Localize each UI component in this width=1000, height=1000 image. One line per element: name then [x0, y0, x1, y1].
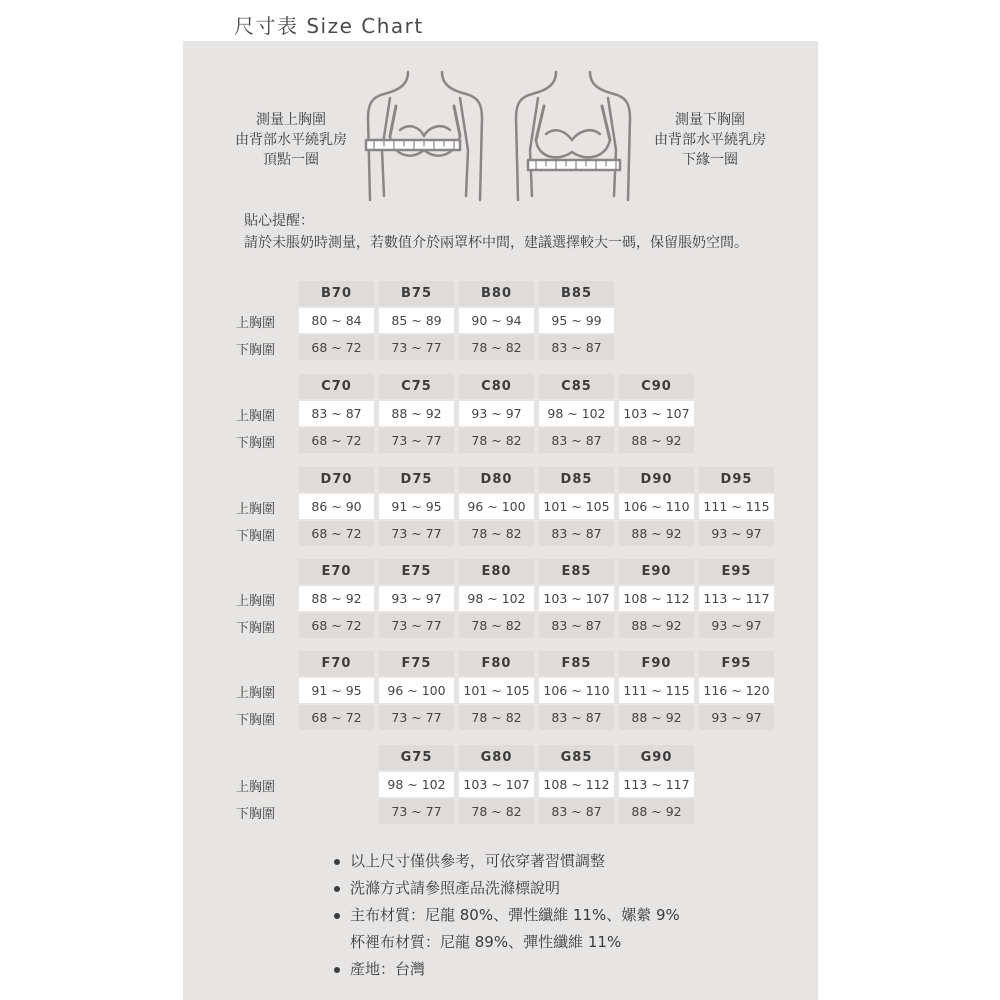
upper-bust-value: 96 ~ 100: [379, 678, 454, 703]
row-label-under-bust: 下胸圍: [236, 529, 276, 544]
upper-bust-value: 103 ~ 107: [619, 401, 694, 426]
size-header: C85: [539, 374, 614, 399]
size-header: E90: [619, 559, 694, 584]
upper-bust-value: 98 ~ 102: [379, 772, 454, 797]
upper-bust-value: 91 ~ 95: [379, 494, 454, 519]
note-item: 產地：台灣: [334, 956, 680, 983]
upper-bust-value: 90 ~ 94: [459, 308, 534, 333]
row-label-under-bust: 下胸圍: [236, 713, 276, 728]
upper-bust-value: 103 ~ 107: [459, 772, 534, 797]
size-header: D90: [619, 467, 694, 492]
upper-bust-value: 111 ~ 115: [699, 494, 774, 519]
size-header: B85: [539, 281, 614, 306]
row-label-under-bust: 下胸圍: [236, 343, 276, 358]
row-label-under-bust: 下胸圍: [236, 807, 276, 822]
size-header: D70: [299, 467, 374, 492]
under-bust-value: 83 ~ 87: [539, 705, 614, 730]
page-title: 尺寸表 Size Chart: [234, 14, 424, 38]
note-item: 主布材質：尼龍 80%、彈性纖維 11%、嫘縈 9%: [334, 902, 680, 929]
row-label-under-bust: 下胸圍: [236, 621, 276, 636]
under-bust-value: 83 ~ 87: [539, 335, 614, 360]
under-bust-value: 83 ~ 87: [539, 521, 614, 546]
upper-bust-value: 93 ~ 97: [459, 401, 534, 426]
note-item: 洗滌方式請參照產品洗滌標說明: [334, 875, 680, 902]
upper-bust-value: 113 ~ 117: [619, 772, 694, 797]
upper-bust-value: 96 ~ 100: [459, 494, 534, 519]
under-bust-value: 78 ~ 82: [459, 799, 534, 824]
under-bust-value: 68 ~ 72: [299, 613, 374, 638]
under-bust-value: 88 ~ 92: [619, 705, 694, 730]
bust-measure-figure-icon: [366, 72, 482, 200]
size-header: B70: [299, 281, 374, 306]
upper-bust-value: 106 ~ 110: [539, 678, 614, 703]
size-header: C70: [299, 374, 374, 399]
upper-bust-value: 111 ~ 115: [619, 678, 694, 703]
note-item: 杯裡布材質：尼龍 89%、彈性纖維 11%: [350, 933, 622, 951]
upper-bust-value: 103 ~ 107: [539, 586, 614, 611]
under-bust-value: 88 ~ 92: [619, 428, 694, 453]
size-header: F75: [379, 651, 454, 676]
under-bust-value: 88 ~ 92: [619, 799, 694, 824]
size-header: G75: [379, 745, 454, 770]
size-header: G90: [619, 745, 694, 770]
upper-bust-value: 80 ~ 84: [299, 308, 374, 333]
under-bust-value: 93 ~ 97: [699, 613, 774, 638]
upper-bust-value: 85 ~ 89: [379, 308, 454, 333]
size-header: C80: [459, 374, 534, 399]
under-bust-value: 78 ~ 82: [459, 521, 534, 546]
row-label-upper-bust: 上胸圍: [236, 502, 276, 517]
under-bust-value: 73 ~ 77: [379, 428, 454, 453]
upper-bust-value: 88 ~ 92: [379, 401, 454, 426]
under-bust-value: 93 ~ 97: [699, 521, 774, 546]
tip-heading: 貼心提醒：: [244, 213, 314, 229]
size-header: E75: [379, 559, 454, 584]
size-header: D85: [539, 467, 614, 492]
under-bust-value: 78 ~ 82: [459, 335, 534, 360]
row-label-under-bust: 下胸圍: [236, 436, 276, 451]
size-header: G85: [539, 745, 614, 770]
upper-bust-value: 108 ~ 112: [619, 586, 694, 611]
upper-bust-caption: 測量上胸圍 由背部水平繞乳房 頂點一圈: [235, 112, 347, 168]
under-bust-caption: 測量下胸圍 由背部水平繞乳房 下緣一圈: [654, 112, 766, 168]
upper-bust-value: 98 ~ 102: [459, 586, 534, 611]
measurement-figures: [360, 70, 640, 210]
size-header: F70: [299, 651, 374, 676]
size-header: E85: [539, 559, 614, 584]
upper-bust-value: 108 ~ 112: [539, 772, 614, 797]
under-bust-value: 68 ~ 72: [299, 521, 374, 546]
upper-bust-value: 93 ~ 97: [379, 586, 454, 611]
under-bust-value: 83 ~ 87: [539, 799, 614, 824]
tip-text: 請於未脹奶時測量，若數值介於兩罩杯中間，建議選擇較大一碼，保留脹奶空間。: [244, 235, 748, 251]
size-header: F80: [459, 651, 534, 676]
size-header: F85: [539, 651, 614, 676]
size-header: F95: [699, 651, 774, 676]
size-header: E80: [459, 559, 534, 584]
size-header: C90: [619, 374, 694, 399]
size-header: D80: [459, 467, 534, 492]
under-bust-value: 68 ~ 72: [299, 705, 374, 730]
upper-bust-value: 106 ~ 110: [619, 494, 694, 519]
tip-note: [244, 210, 748, 254]
underbust-measure-figure-icon: [516, 72, 630, 200]
size-header: D75: [379, 467, 454, 492]
upper-bust-value: 86 ~ 90: [299, 494, 374, 519]
row-label-upper-bust: 上胸圍: [236, 594, 276, 609]
size-header: E95: [699, 559, 774, 584]
size-header: B80: [459, 281, 534, 306]
under-bust-value: 88 ~ 92: [619, 613, 694, 638]
under-bust-value: 78 ~ 82: [459, 705, 534, 730]
note-item: 以上尺寸僅供參考，可依穿著習慣調整: [334, 848, 680, 875]
under-bust-value: 83 ~ 87: [539, 428, 614, 453]
size-header: E70: [299, 559, 374, 584]
upper-bust-value: 95 ~ 99: [539, 308, 614, 333]
under-bust-value: 73 ~ 77: [379, 799, 454, 824]
size-header: C75: [379, 374, 454, 399]
row-label-upper-bust: 上胸圍: [236, 780, 276, 795]
under-bust-value: 68 ~ 72: [299, 335, 374, 360]
under-bust-value: 78 ~ 82: [459, 428, 534, 453]
under-bust-value: 93 ~ 97: [699, 705, 774, 730]
under-bust-value: 73 ~ 77: [379, 705, 454, 730]
product-notes: [334, 848, 680, 983]
size-header: D95: [699, 467, 774, 492]
row-label-upper-bust: 上胸圍: [236, 409, 276, 424]
upper-bust-value: 101 ~ 105: [539, 494, 614, 519]
upper-bust-value: 98 ~ 102: [539, 401, 614, 426]
size-header: G80: [459, 745, 534, 770]
under-bust-value: 73 ~ 77: [379, 613, 454, 638]
upper-bust-value: 83 ~ 87: [299, 401, 374, 426]
size-header: B75: [379, 281, 454, 306]
under-bust-value: 88 ~ 92: [619, 521, 694, 546]
upper-bust-value: 88 ~ 92: [299, 586, 374, 611]
under-bust-value: 83 ~ 87: [539, 613, 614, 638]
upper-bust-value: 91 ~ 95: [299, 678, 374, 703]
upper-bust-value: 113 ~ 117: [699, 586, 774, 611]
under-bust-value: 68 ~ 72: [299, 428, 374, 453]
row-label-upper-bust: 上胸圍: [236, 686, 276, 701]
upper-bust-value: 101 ~ 105: [459, 678, 534, 703]
upper-bust-value: 116 ~ 120: [699, 678, 774, 703]
under-bust-value: 73 ~ 77: [379, 521, 454, 546]
under-bust-value: 73 ~ 77: [379, 335, 454, 360]
under-bust-value: 78 ~ 82: [459, 613, 534, 638]
size-header: F90: [619, 651, 694, 676]
row-label-upper-bust: 上胸圍: [236, 316, 276, 331]
